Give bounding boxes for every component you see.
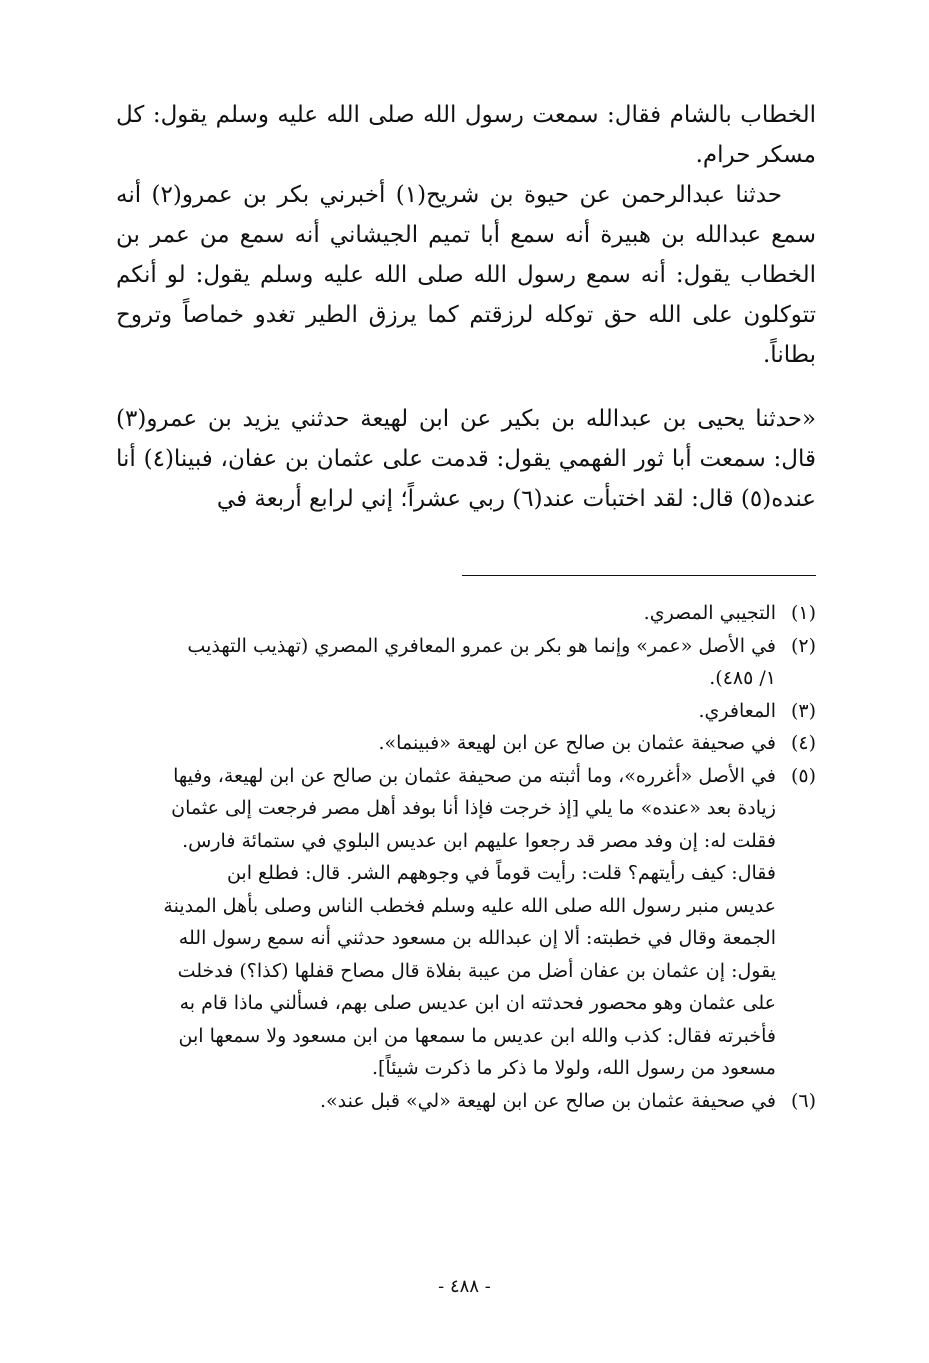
footnote-number: (٣) (790, 699, 816, 722)
footnote-line: زيادة بعد «عنده» ما يلي [إذ خرجت فإذا أنا بوفد أهل مصر فرجعت إلى عثمان (171, 797, 776, 819)
footnote (116, 597, 816, 630)
footnote-line: فقال: كيف رأيتهم؟ قلت: رأيت قوماً في وجوههم الشر. قال: فطلع ابن (226, 862, 776, 884)
footnote-number: (٦) (790, 1089, 816, 1112)
footnote-number: (٥) (790, 764, 816, 787)
page-number: - ٤٨٨ - (438, 1276, 491, 1297)
footnote-line: ١/ ٤٨٥). (709, 667, 776, 689)
paragraph: الخطاب بالشام فقال: سمعت رسول الله صلى الله عليه وسلم يقول: كل مسكر حرام. (116, 102, 816, 168)
footnote-line: مسعود من رسول الله، ولولا ما ذكر ما ذكرت شيئاً]. (371, 1057, 776, 1079)
footnote-line: فأخبرته فقال: كذب والله ابن عديس ما سمعها من ابن مسعود ولا سمعها ابن (178, 1024, 776, 1047)
footnote-text (116, 597, 776, 630)
footnote-number: (٢) (790, 634, 816, 657)
footnote (116, 1085, 816, 1118)
footnote-text (116, 760, 776, 1085)
footnote-number: (٤) (790, 732, 816, 754)
footnote-text (116, 1085, 776, 1118)
footnote-separator (462, 575, 816, 576)
footnote-line: التجيبي المصري. (643, 602, 776, 624)
footnote-line: في الأصل «أغرره»، وما أثبته من صحيفة عثمان بن صالح عن ابن لهيعة، وفيها (173, 764, 776, 787)
footnote-line: عديس منبر رسول الله صلى الله عليه وسلم فخطب الناس وصلى بأهل المدينة (163, 894, 776, 917)
paragraph: حدثنا عبدالرحمن عن حيوة بن شريح(١) أخبرني بكر بن عمرو(٢) أنه سمع عبدالله بن هبيرة أنه سمع أبا تميم الجيشاني أنه سمع من عمر بن الخطاب يقول: أنه سمع رسول الله صلى الله عليه وسلم يقول: لو أنكم تتوكلون على الله حق توكله لرزقتم كما يرزق الطير تغدو خماصاً وتروح بطاناً. (116, 182, 816, 368)
footnote (116, 760, 816, 1085)
footnote-text (116, 695, 776, 728)
main-text (116, 95, 816, 519)
footnote-line: في صحيفة عثمان بن صالح عن ابن لهيعة «لي» قبل عند». (319, 1089, 776, 1112)
footnotes (116, 597, 816, 1117)
footnote (116, 695, 816, 728)
footnote (116, 630, 816, 695)
footnote-line: فقلت له: إن وفد مصر قد رجعوا عليهم ابن عديس البلوي في ستمائة فارس. (182, 829, 776, 852)
footnote (116, 727, 816, 760)
footnote-number: (١) (790, 602, 816, 624)
footnote-text (116, 630, 776, 695)
footnote-line: المعافري. (698, 699, 776, 722)
footnote-text (116, 727, 776, 760)
paragraph: «حدثنا يحيى بن عبدالله بن بكير عن ابن لهيعة حدثني يزيد بن عمرو(٣) قال: سمعت أبا ثور الفهمي يقول: قدمت على عثمان بن عفان، فبينا(٤) أنا عنده(٥) قال: لقد اختبأت عند(٦) ربي عشراً؛ إني لرابع أربعة في (116, 406, 816, 512)
footnote-line: الجمعة وقال في خطبته: ألا إن عبدالله بن مسعود حدثني أنه سمع رسول الله (178, 927, 776, 949)
footnote-line: في الأصل «عمر» وإنما هو بكر بن عمرو المعافري المصري (تهذيب التهذيب (187, 634, 776, 657)
footnote-line: في صحيفة عثمان بن صالح عن ابن لهيعة «فبينما». (378, 732, 776, 754)
footnote-line: على عثمان وهو محصور فحدثته ان ابن عديس صلى بهم، فسألني ماذا قام به (179, 992, 776, 1014)
footnote-line: يقول: إن عثمان بن عفان أضل من عيبة بفلاة قال مصاح قفلها (كذا؟) فدخلت (177, 959, 776, 982)
